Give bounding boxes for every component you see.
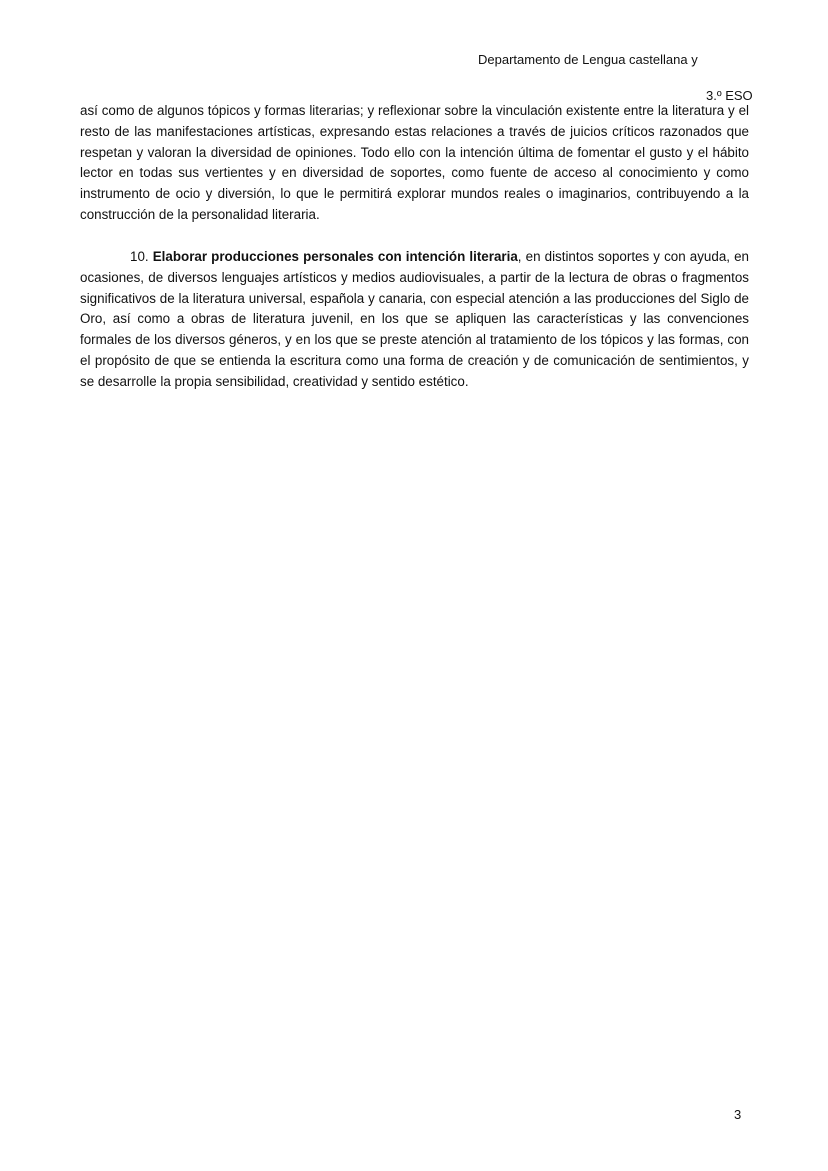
page-number: 3 [734, 1107, 742, 1122]
paragraph-2-bold-lead: Elaborar producciones personales con intención literaria [152, 249, 518, 264]
paragraph-1: así como de algunos tópicos y formas literarias; y reflexionar sobre la vinculación existente entre la literatura y el resto de las manifestaciones artísticas, expresando estas relaciones a través de juicios críticos razonados que respetan y valoran la diversidad de opiniones. Todo ello con la intención última de fomentar el gusto y el hábito lector en todas sus vertientes y en diversidad de soportes, como fuente de acceso al conocimiento y como instrumento de ocio y diversión, lo que le permitirá explorar mundos reales o imaginarios, contribuyendo a la construcción de la personalidad literaria. [80, 103, 749, 222]
header-course: 3.º ESO [706, 88, 753, 103]
header-department: Departamento de Lengua castellana y [478, 52, 698, 67]
paragraph-2-number: 10. [130, 249, 149, 264]
paragraph-2-text: , en distintos soportes y con ayuda, en ocasiones, de diversos lenguajes artísticos y medios audiovisuales, a partir de la lectura de obras o fragmentos significativos de la literatura universal, española y canaria, con especial atención a las producciones del Siglo de Oro, así como a obras de literatura juvenil, en los que se apliquen las características y las convenciones formales de los diversos géneros, y en los que se preste atención al tratamiento de los tópicos y las formas, con el propósito de que se entienda la escritura como una forma de creación y de comunicación de sentimientos, y se desarrolle la propia sensibilidad, creatividad y sentido estético. [80, 249, 749, 389]
paragraph-2 [80, 247, 749, 393]
